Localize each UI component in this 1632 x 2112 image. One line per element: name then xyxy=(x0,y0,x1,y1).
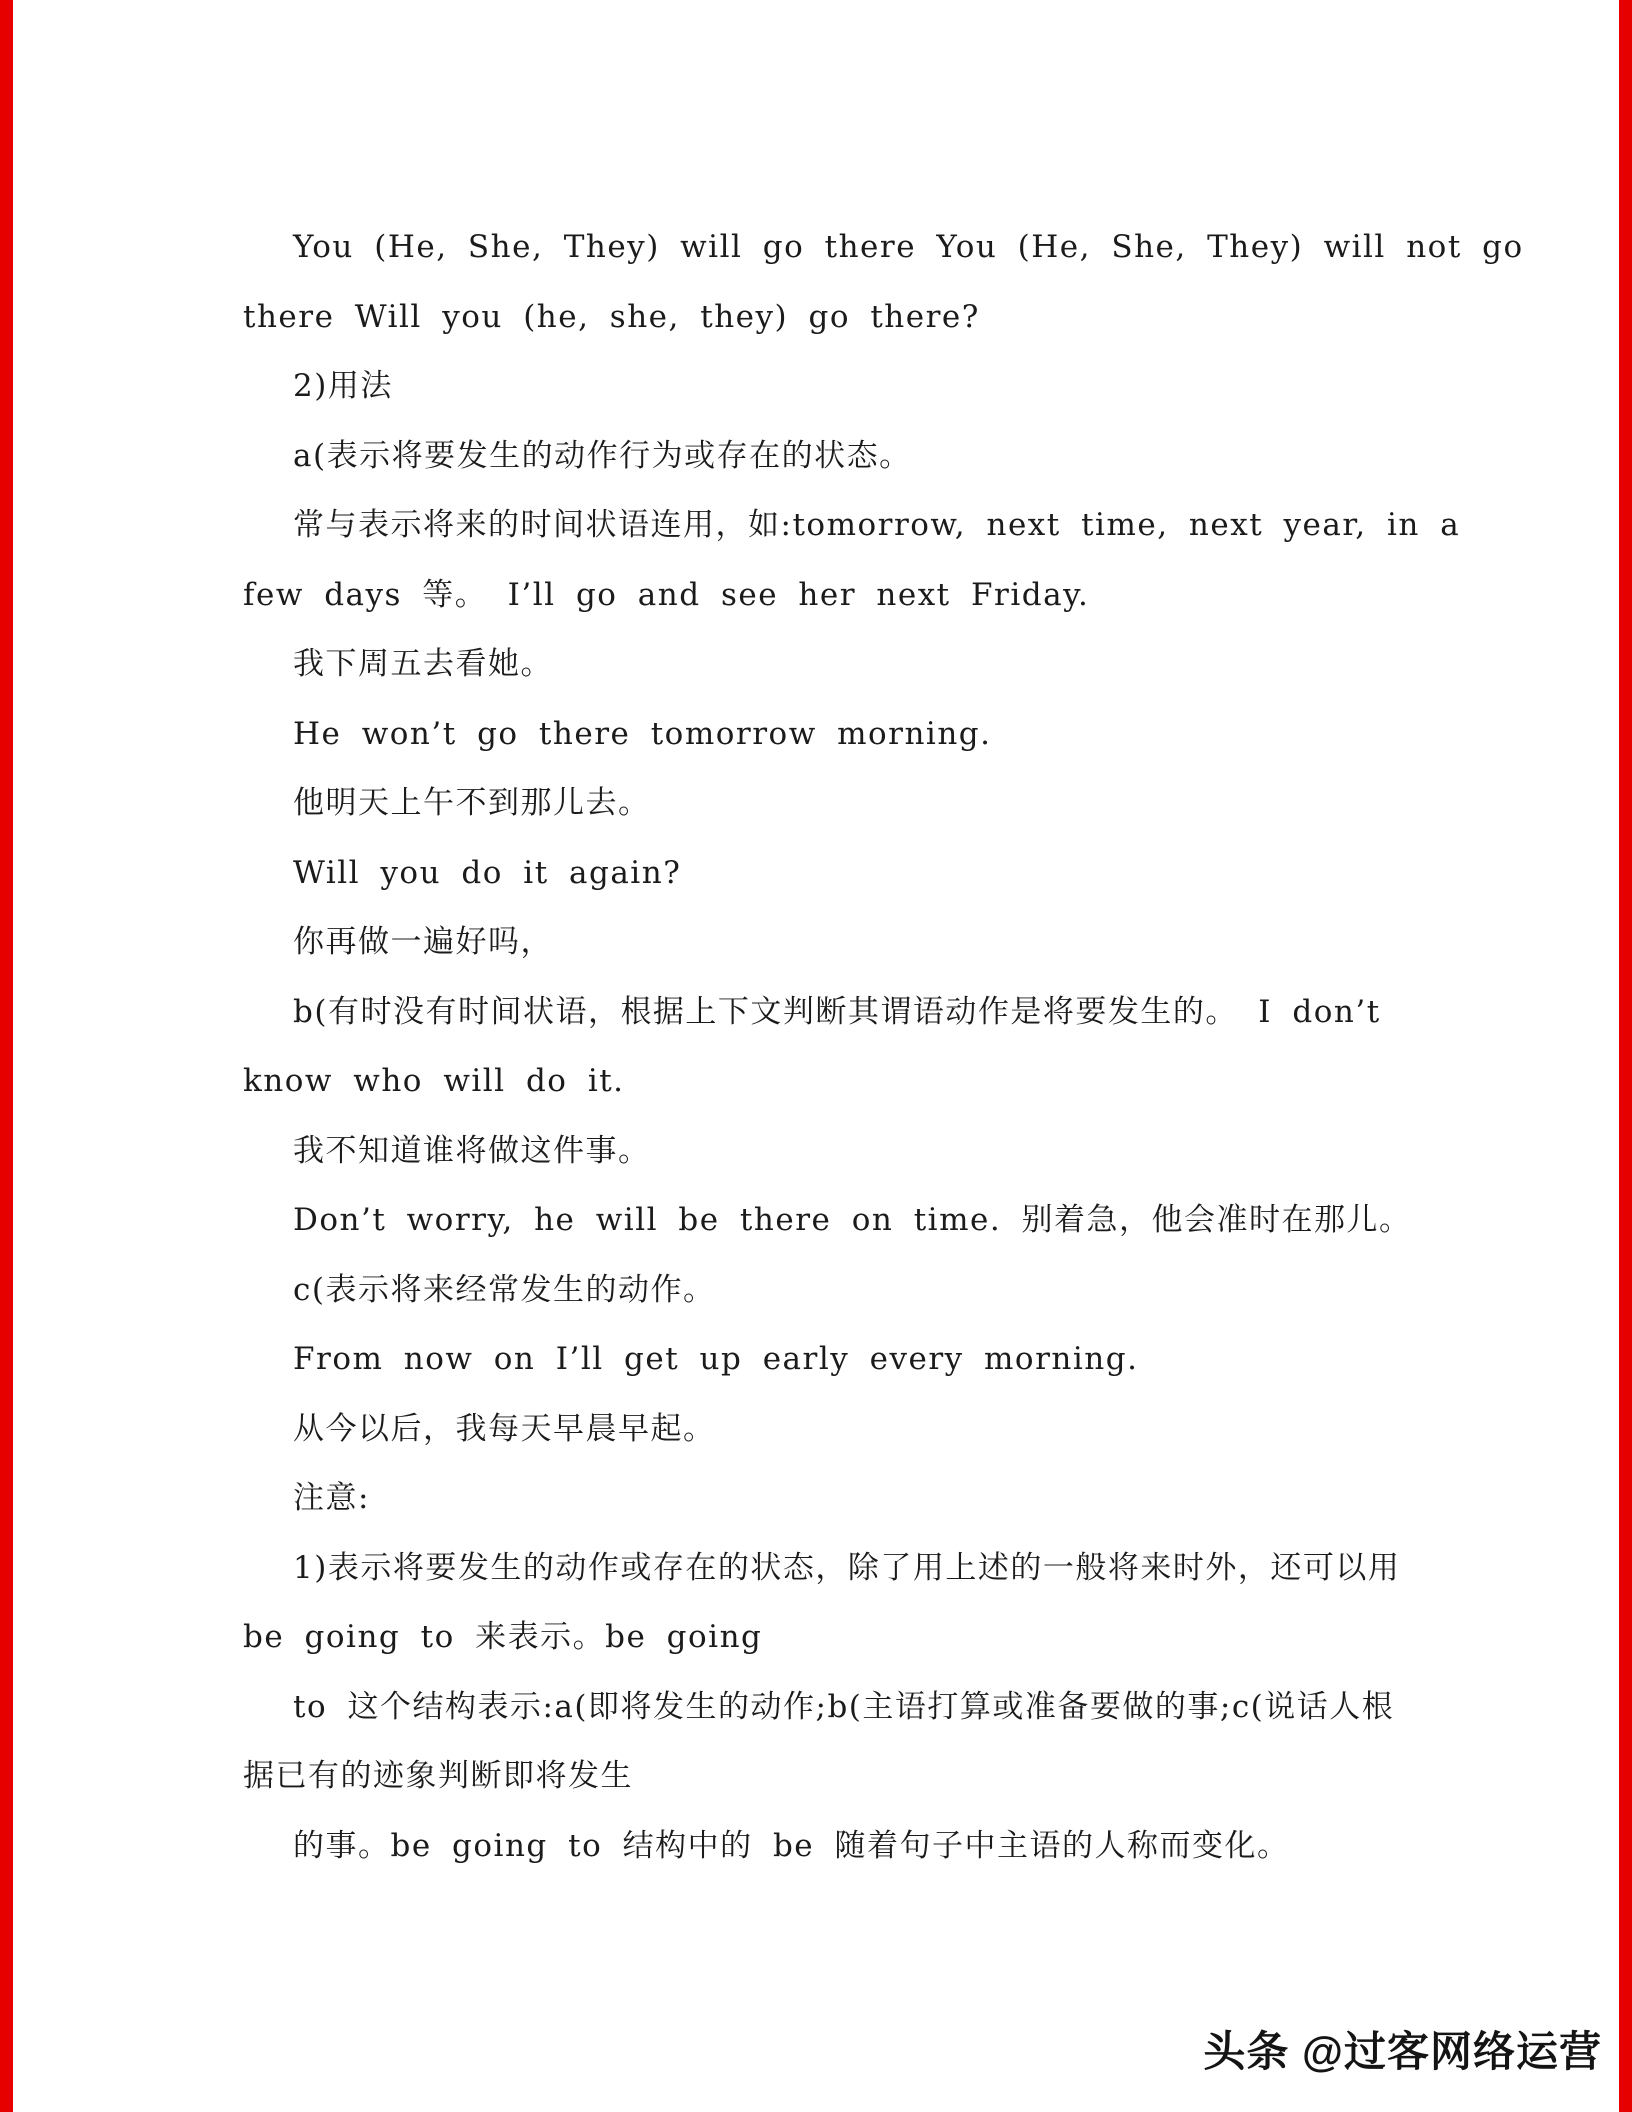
text-line: Don’t worry, he will be there on time. 别着急，他会准时在那儿。 xyxy=(293,1202,1412,1238)
document-body xyxy=(243,213,1524,1881)
text-line: From now on I’ll get up early every morning. xyxy=(293,1341,1139,1377)
text-line: be going to 来表示。be going xyxy=(243,1619,763,1655)
left-edge-red-bar xyxy=(0,0,13,2112)
text-line: 常与表示将来的时间状语连用，如:tomorrow, next time, next year, in a xyxy=(293,507,1461,543)
text-line: 我下周五去看她。 xyxy=(293,646,553,682)
text-line: there Will you (he, she, they) go there? xyxy=(243,298,980,335)
text-line: 从今以后，我每天早晨早起。 xyxy=(293,1410,716,1447)
text-line: c(表示将来经常发生的动作。 xyxy=(293,1271,716,1308)
text-line: 注意: xyxy=(293,1480,370,1516)
text-line: Will you do it again? xyxy=(293,854,682,891)
watermark-text: 头条 @过客网络运营 xyxy=(1203,2028,1602,2075)
text-line: 的事。be going to 结构中的 be 随着句子中主语的人称而变化。 xyxy=(293,1827,1290,1864)
text-line: to 这个结构表示:a(即将发生的动作;b(主语打算或准备要做的事;c(说话人根 xyxy=(293,1688,1395,1725)
watermark xyxy=(1203,2019,1602,2079)
text-line: know who will do it. xyxy=(243,1063,625,1099)
text-line: You (He, She, They) will go there You (He, She, They) will not go xyxy=(293,229,1524,265)
right-edge-red-bar xyxy=(1619,0,1632,2112)
text-line: few days 等。 I’ll go and see her next Friday. xyxy=(243,576,1090,613)
text-line: 我不知道谁将做这件事。 xyxy=(293,1132,651,1169)
text-line: 2)用法 xyxy=(293,368,393,404)
text-line: b(有时没有时间状语，根据上下文判断其谓语动作是将要发生的。 I don’t xyxy=(293,993,1381,1030)
text-line: 据已有的迹象判断即将发生 xyxy=(243,1758,633,1794)
text-line: He won’t go there tomorrow morning. xyxy=(293,715,992,752)
text-line: 他明天上午不到那儿去。 xyxy=(293,785,651,821)
text-line: 你再做一遍好吗， xyxy=(293,924,553,960)
text-line: 1)表示将要发生的动作或存在的状态，除了用上述的一般将来时外，还可以用 xyxy=(293,1549,1401,1586)
text-line: a(表示将要发生的动作行为或存在的状态。 xyxy=(293,437,912,474)
